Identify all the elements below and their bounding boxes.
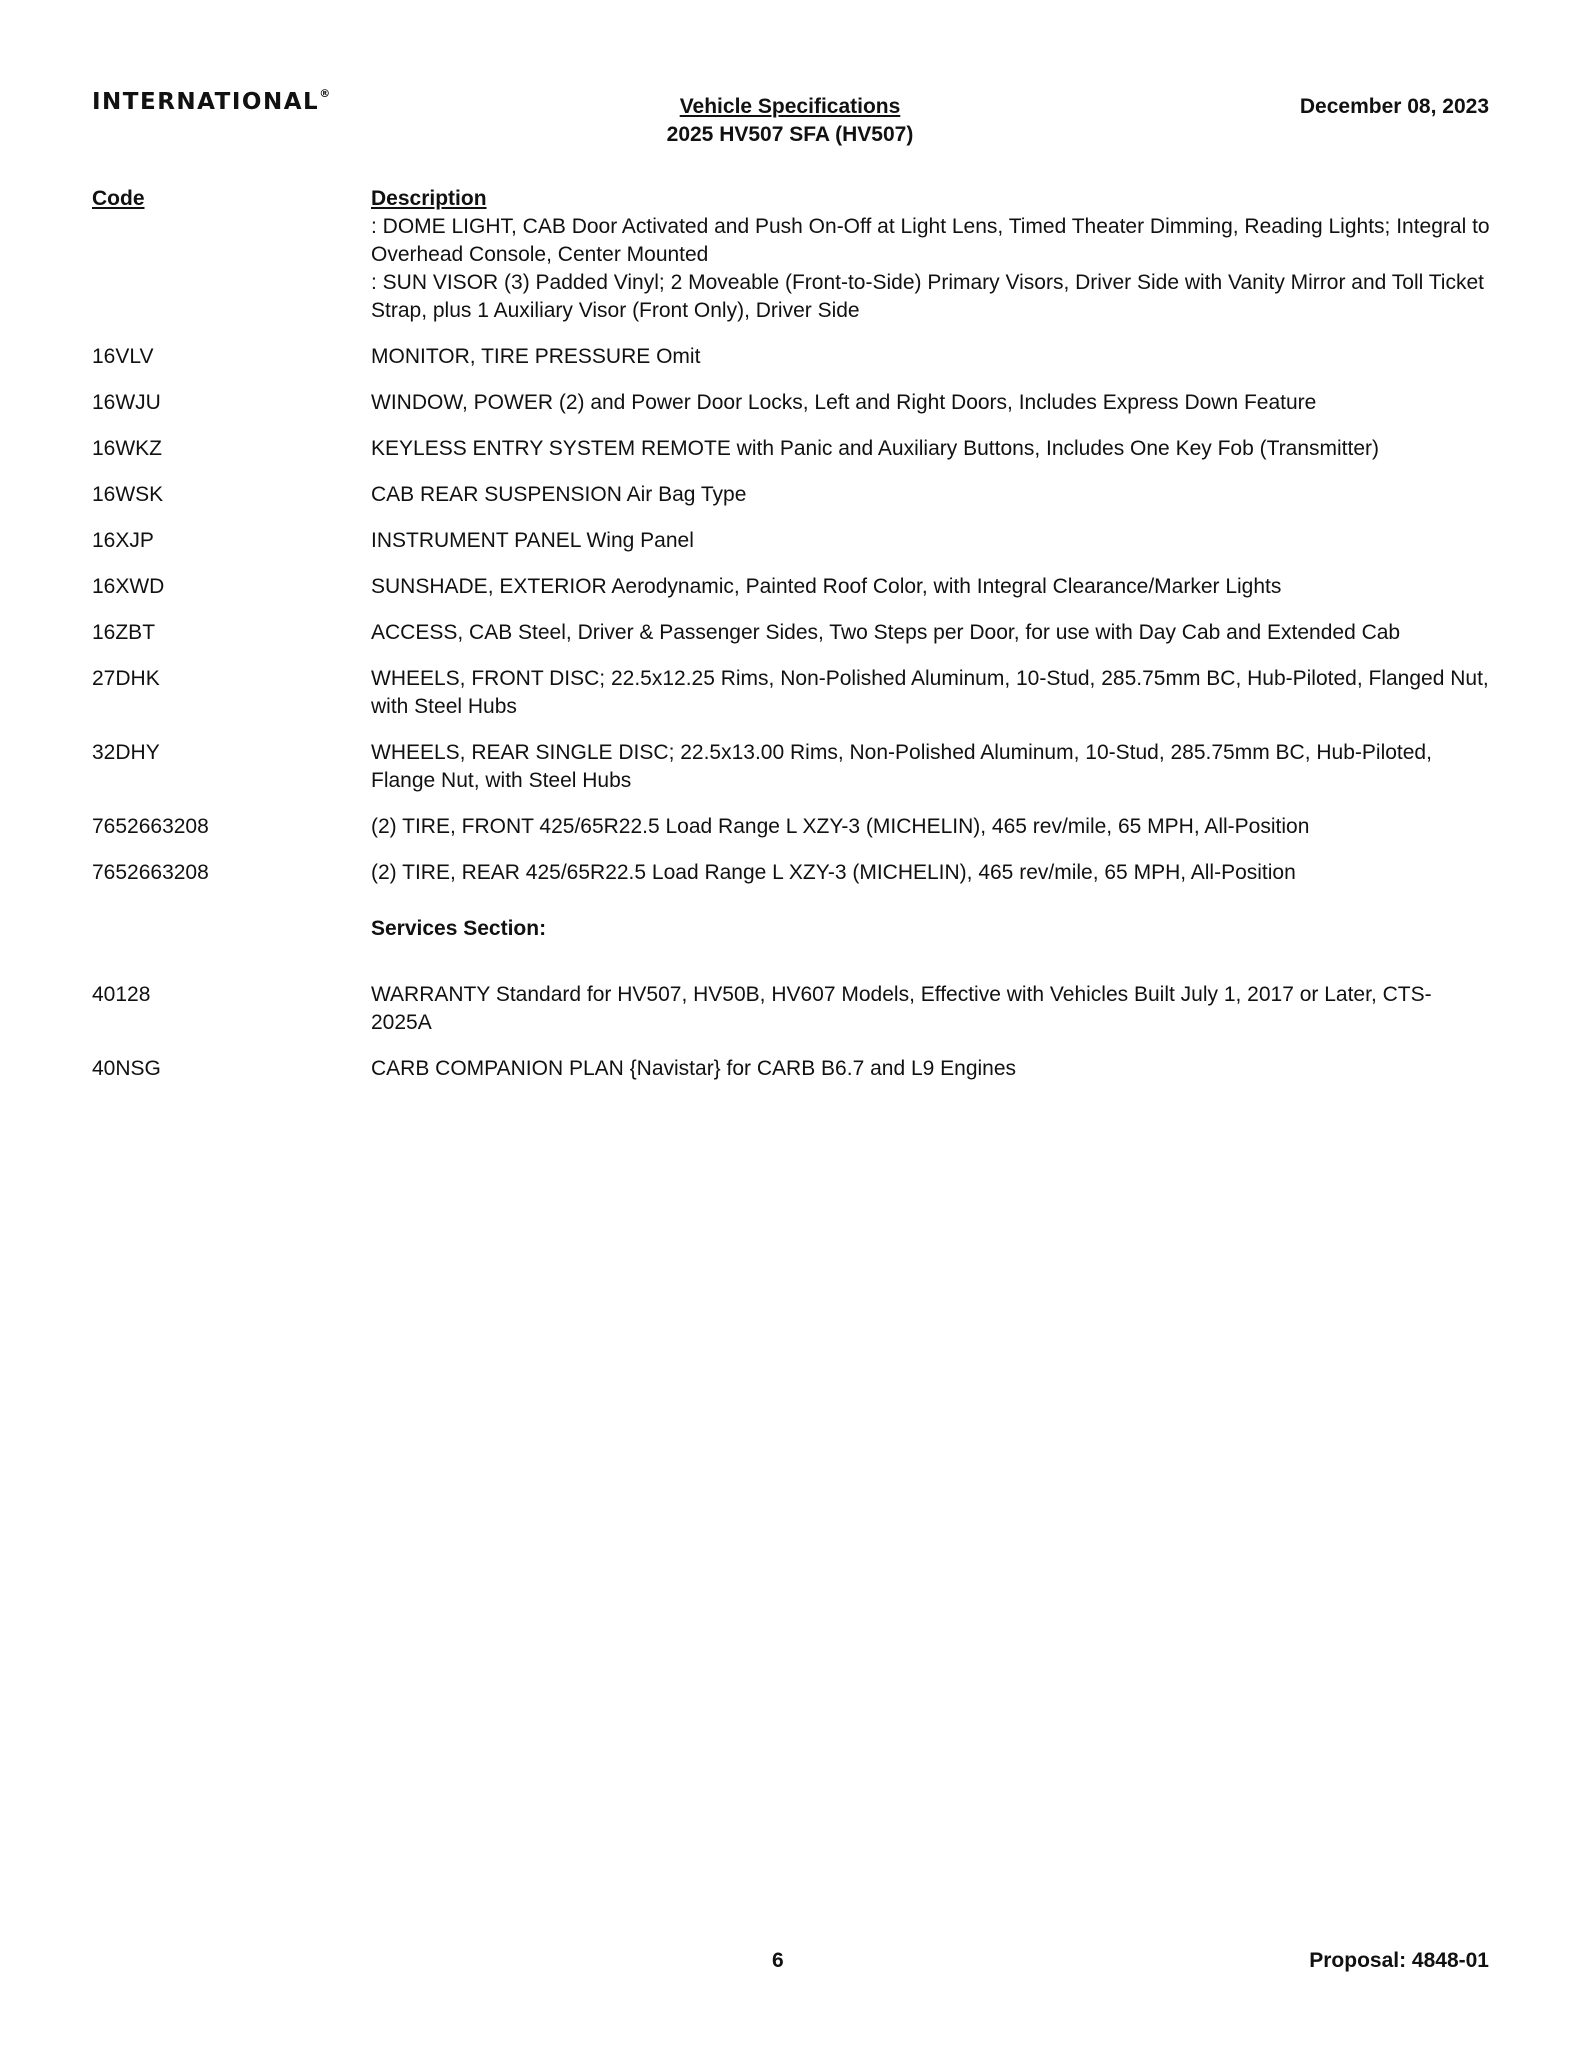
row-code: 16WKZ <box>92 437 163 460</box>
row-description: KEYLESS ENTRY SYSTEM REMOTE with Panic and Auxiliary Buttons, Includes One Key Fob (Transmitter) <box>371 437 1379 460</box>
table-row <box>92 481 1492 509</box>
row-description: WHEELS, FRONT DISC; 22.5x12.25 Rims, Non-Polished Aluminum, 10-Stud, 285.75mm BC, Hub-Piloted, Flanged Nut, with Steel Hubs <box>371 667 1489 718</box>
row-code: 16XWD <box>92 575 165 598</box>
row-code: 16WJU <box>92 391 161 414</box>
table-row <box>92 739 1492 795</box>
document-title: Vehicle Specifications <box>679 95 901 118</box>
table-row <box>92 619 1492 647</box>
page-number: 6 <box>772 1949 784 1972</box>
proposal-number: Proposal: 4848-01 <box>1309 1949 1489 1972</box>
row-description: WINDOW, POWER (2) and Power Door Locks, Left and Right Doors, Includes Express Down Feature <box>371 391 1317 414</box>
row-code: 16WSK <box>92 483 164 506</box>
row-description: SUNSHADE, EXTERIOR Aerodynamic, Painted Roof Color, with Integral Clearance/Marker Lights <box>371 575 1282 598</box>
row-description: CARB COMPANION PLAN {Navistar} for CARB B6.7 and L9 Engines <box>371 1057 1017 1080</box>
row-code: 27DHK <box>92 667 160 690</box>
description-line: : SUN VISOR (3) Padded Vinyl; 2 Moveable (Front-to-Side) Primary Visors, Driver Side with Vanity Mirror and Toll Ticket Strap, plus 1 Auxiliary Visor (Front Only), Driver Side <box>371 271 1484 322</box>
row-code: 7652663208 <box>92 815 209 838</box>
row-code: 32DHY <box>92 741 160 764</box>
description-column-header: Description <box>371 187 487 210</box>
description-line: : DOME LIGHT, CAB Door Activated and Push On-Off at Light Lens, Timed Theater Dimming, Reading Lights; Integral to Overhead Console, Center Mounted <box>371 215 1490 266</box>
registered-mark: ® <box>319 87 331 100</box>
table-row <box>92 343 1492 371</box>
table-row <box>92 527 1492 555</box>
row-description: CAB REAR SUSPENSION Air Bag Type <box>371 483 747 506</box>
spec-table <box>92 185 1492 1101</box>
row-code: 40NSG <box>92 1057 161 1080</box>
table-row <box>92 389 1492 417</box>
row-code: 16ZBT <box>92 621 156 644</box>
row-description: (2) TIRE, REAR 425/65R22.5 Load Range L XZY-3 (MICHELIN), 465 rev/mile, 65 MPH, All-Position <box>371 861 1296 884</box>
document-date: December 08, 2023 <box>1299 95 1489 118</box>
row-description: INSTRUMENT PANEL Wing Panel <box>371 529 694 552</box>
services-section-heading: Services Section: <box>371 917 547 940</box>
document-title-block <box>560 93 1020 149</box>
table-row <box>92 981 1492 1037</box>
row-description: MONITOR, TIRE PRESSURE Omit <box>371 345 701 368</box>
row-description: WHEELS, REAR SINGLE DISC; 22.5x13.00 Rims, Non-Polished Aluminum, 10-Stud, 285.75mm BC, Hub-Piloted, Flange Nut, with Steel Hubs <box>371 741 1432 792</box>
code-column-header: Code <box>92 187 145 210</box>
table-header-row <box>92 185 1492 325</box>
row-code: 16VLV <box>92 345 154 368</box>
table-row <box>92 665 1492 721</box>
description-column <box>371 185 1491 325</box>
table-row <box>92 859 1492 887</box>
row-description: (2) TIRE, FRONT 425/65R22.5 Load Range L XZY-3 (MICHELIN), 465 rev/mile, 65 MPH, All-Position <box>371 815 1310 838</box>
table-row <box>92 1055 1492 1083</box>
row-code: 40128 <box>92 983 151 1006</box>
row-code: 16XJP <box>92 529 154 552</box>
row-code: 7652663208 <box>92 861 209 884</box>
row-description: WARRANTY Standard for HV507, HV50B, HV607 Models, Effective with Vehicles Built July 1, 2017 or Later, CTS-2025A <box>371 983 1432 1034</box>
row-description: ACCESS, CAB Steel, Driver & Passenger Sides, Two Steps per Door, for use with Day Cab and Extended Cab <box>371 621 1401 644</box>
table-row <box>92 573 1492 601</box>
company-logo <box>92 89 330 115</box>
table-row <box>92 813 1492 841</box>
table-row <box>92 435 1492 463</box>
logo-text: INTERNATIONAL <box>92 89 320 115</box>
document-subtitle: 2025 HV507 SFA (HV507) <box>666 123 914 146</box>
